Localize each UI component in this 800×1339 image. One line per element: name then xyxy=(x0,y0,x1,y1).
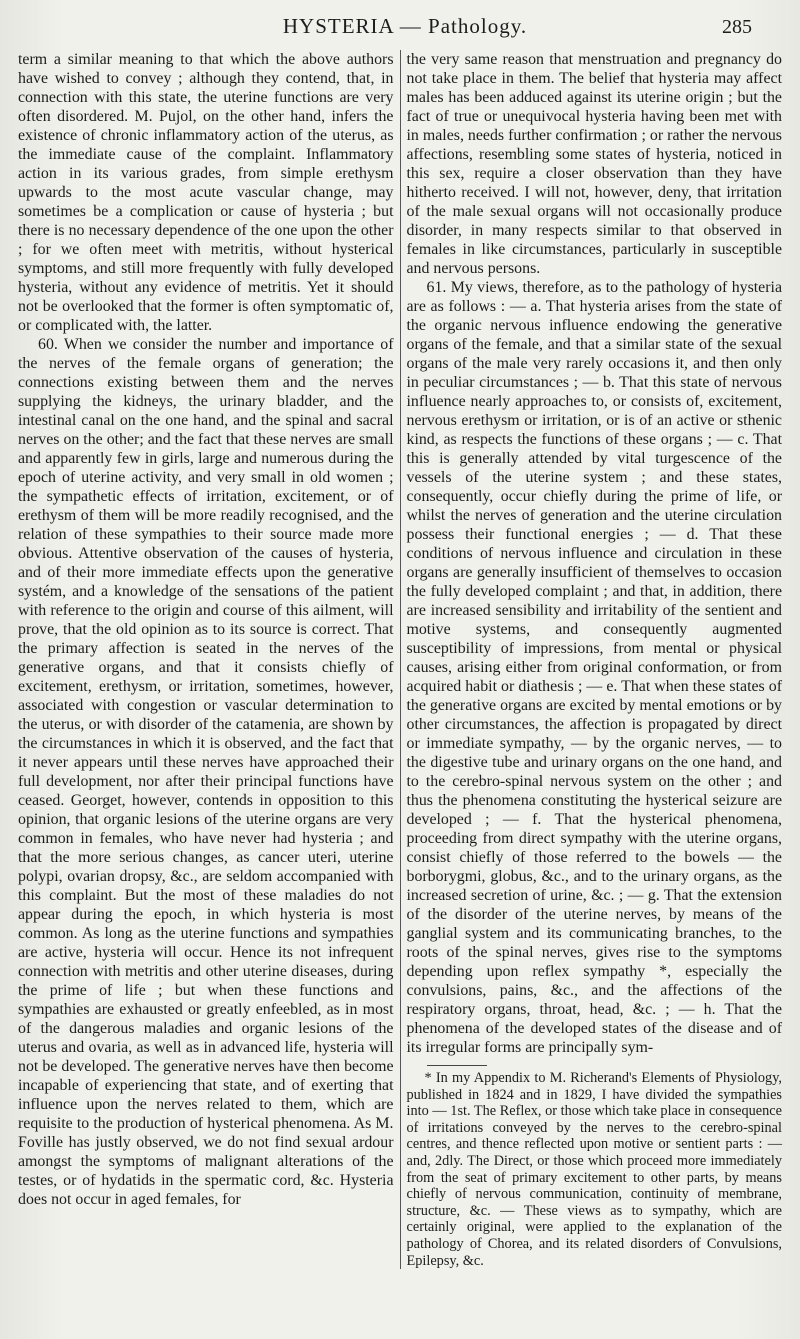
paragraph: the very same reason that menstruation and pregnancy do not take place in them. The belief that hysteria may affect males has been adduced against its uterine origin ; but the fact of true or unequivocal hysteria having been met with in males, needs further confirmation ; or rather the nervous affections, resembling some states of hysteria, noticed in this sex, require a closer observation than they have hitherto received. I will not, however, deny, that irritation of the male sexual organs will not occasionally produce disorder, in many respects similar to that observed in females in like circumstances, particularly in susceptible and nervous persons. xyxy=(406,51,782,277)
page-number: 285 xyxy=(722,16,752,38)
page-header xyxy=(18,6,782,48)
running-title: HYSTERIA — Pathology. xyxy=(282,14,528,38)
left-column xyxy=(18,50,401,1269)
paragraph: 61. My views, therefore, as to the pathology of hysteria are as follows : — a. That hysteria arises from the state of the organic nervous influence endowing the generative organs of the female, and that a similar state of the sexual organs of the male very rarely occasions it, and then only in peculiar circumstances ; — b. That this state of nervous influence nearly approaches to, or consists of, excitement, nervous erethysm or irritation, or is of an active or sthenic kind, as respects the functions of these organs ; — c. That this is generally attended by vital turgescence of the vessels of the uterine system ; and these states, consequently, occur chiefly during the prime of life, or whilst the nerves of generation and the uterine circulation possess their functional energies ; — d. That these conditions of nervous influence and circulation in these organs are generally insufficient of themselves to occasion the fully developed complaint ; and that, in addition, there are increased sensibility and irritability of the sentient and motive systems, and consequently augmented susceptibility of impressions, from mental or physical causes, arising either from original conformation, or from acquired habit or diathesis ; — e. That when these states of the generative organs are excited by mental emotions or by other circumstances, the affection is propagated by direct or immediate sympathy, — by the organic nerves, — to the digestive tube and urinary organs on the one hand, and to the cerebro-spinal nervous system on the other ; and thus the phenomena constituting the hysterical seizure are developed ; — f. That the hysterical phenomena, proceeding from direct sympathy with the uterine organs, consist chiefly of those referred to the bowels — the borborygmi, globus, &c., and to the urinary organs, as the increased secretion of urine, &c. ; — g. That the extension of the disorder of the uterine nerves, by means of the ganglial system and its communicating branches, to the roots of the spinal nerves, gives rise to the symptoms depending upon reflex sympathy *, especially the convulsions, pains, &c., and the affections of the respiratory organs, throat, head, &c. ; — h. That the phenomena of the developed states of the disease and of its irregular forms are principally sym- xyxy=(406,279,782,1056)
footnote-divider xyxy=(427,1065,487,1066)
footnote: * In my Appendix to M. Richerand's Elements of Physiology, published in 1824 and in 1829, I have divided the sympathies into — 1st. The Reflex, or those which take place in consequence of irritations conveyed by the nerves to the cerebro-spinal centres, and thence reflected upon motive or sentient parts : — and, 2dly. The Direct, or those which proceed more immediately from the seat of primary excitement to other parts, by means chiefly of nervous communication, continuity of membrane, structure, &c. — These views as to sympathy, which are certainly original, were applied to the explanation of the pathology of Chorea, and its related disorders of Convulsions, Epilepsy, &c. xyxy=(406,1070,782,1269)
text-columns xyxy=(18,50,782,1269)
paragraph: 60. When we consider the number and importance of the nerves of the female organs of generation; the connections existing between them and the nerves supplying the kidneys, the urinary bladder, and the intestinal canal on the one hand, and the spinal and sacral nerves on the other; and the fact that these nerves are small and apparently few in girls, large and numerous during the epoch of uterine activity, and very small in old women ; the sympathetic effects of irritation, excitement, or of erethysm of them will be more readily recognised, and the relation of these sympathies to their source made more obvious. Attentive observation of the causes of hysteria, and of their more immediate effects upon the generative systém, and a knowledge of the sensations of the patient with reference to the origin and course of this ailment, will prove, that the old opinion as to its source is correct. That the primary affection is seated in the nerves of the generative organs, and that it consists chiefly of excitement, erethysm, or irritation, sometimes, however, associated with congestion or vascular determination to the uterus, or with disorder of the catamenia, are shown by the circumstances in which it is observed, and the fact that it never appears until these nerves have approached their full development, nor after their principal functions have ceased. Georget, however, contends in opposition to this opinion, that organic lesions of the uterine organs are very common in females, who have never had hysteria ; and that the more serious changes, as cancer uteri, uterine polypi, ovarian dropsy, &c., are seldom accompanied with this complaint. But the most of these maladies do not appear during the epoch, in which hysteria is most common. As long as the uterine functions and sympathies are active, hysteria will occur. Hence its not infrequent connection with metritis and other uterine diseases, during the prime of life ; but when these functions and sympathies are exhausted or greatly enfeebled, as in most of the dangerous maladies and organic lesions of the uterus and ovaria, as well as in advanced life, hysteria will not be developed. The generative nerves have then become incapable of experiencing that state, and of exerting that influence upon the nerves related to them, which are requisite to the production of hysterical phenomena. As M. Foville has justly observed, we do not find sexual ardour amongst the symptoms of malignant alterations of the testes, or of hydatids in the spermatic cord, &c. Hysteria does not occur in aged females, for xyxy=(18,336,394,1208)
paragraph: term a similar meaning to that which the above authors have wished to convey ; although they contend, that, in connection with this state, the uterine functions are very often disordered. M. Pujol, on the other hand, infers the existence of chronic inflammatory action of the uterus, as the immediate cause of the complaint. Inflammatory action in its various grades, from simple erethysm upwards to the most acute vascular change, may sometimes be a complication or cause of hysteria ; but there is no necessary dependence of the one upon the other ; for we often meet with metritis, without hysterical symptoms, and still more frequently with fully developed hysteria, without any evidence of metritis. Yet it should not be overlooked that the former is often symptomatic of, or complicated with, the latter. xyxy=(18,51,394,334)
right-column xyxy=(401,50,783,1269)
